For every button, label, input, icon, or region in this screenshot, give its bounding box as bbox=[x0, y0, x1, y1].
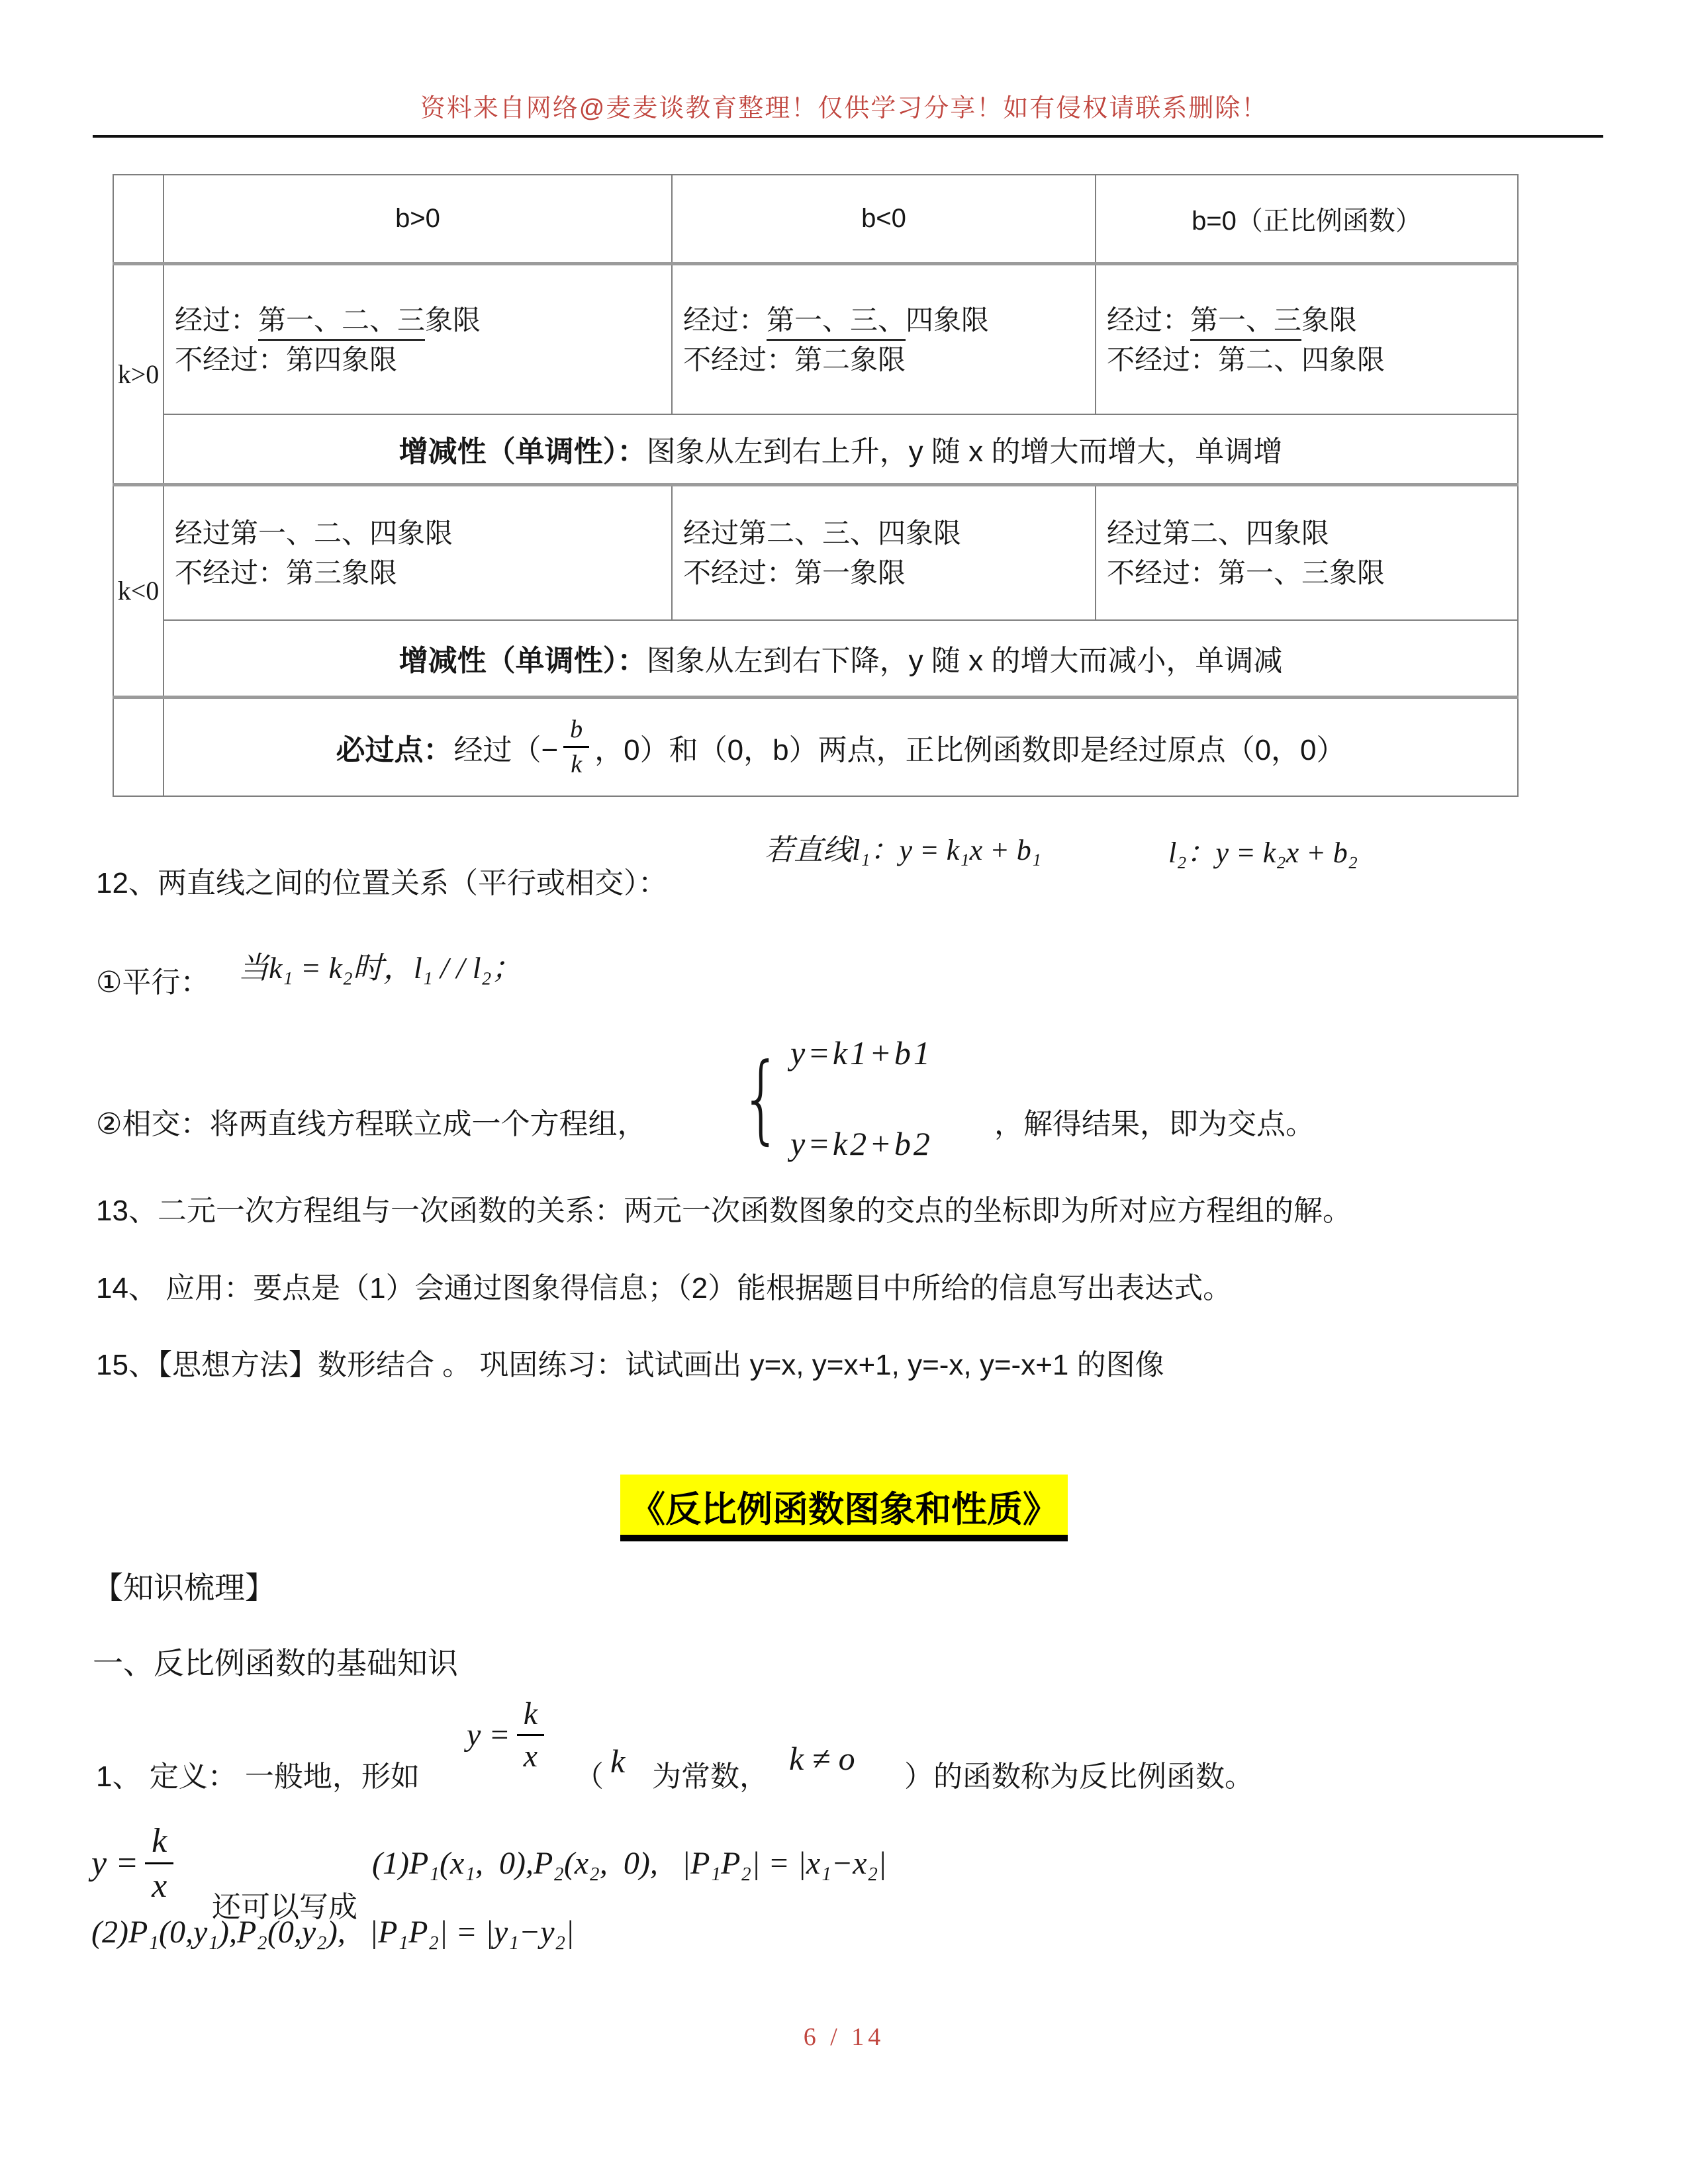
linear-function-properties-table bbox=[113, 174, 1519, 797]
pass-prefix: 经过： bbox=[683, 304, 767, 336]
fraction-lead: y = bbox=[467, 1717, 510, 1752]
fraction-numerator: k bbox=[145, 1821, 173, 1864]
linear-function-properties-table-wrap bbox=[113, 174, 1519, 797]
pass-rest: 象限 bbox=[1301, 304, 1358, 336]
pass-line bbox=[1107, 298, 1508, 338]
pass-line bbox=[683, 512, 1086, 551]
k-positive-monotonicity-row bbox=[113, 414, 1518, 484]
k-pos-b-pos-cell bbox=[164, 263, 672, 414]
not-pass-line: 不经过：第一象限 bbox=[683, 557, 906, 589]
parallel-formula: 当k₁ = k₂时，l₁ / / l₂； bbox=[238, 951, 522, 985]
fraction-denominator: k bbox=[571, 751, 583, 779]
k-negative-quadrant-row bbox=[113, 484, 1518, 620]
fraction-numerator: k bbox=[517, 1696, 544, 1736]
corner-cell bbox=[113, 175, 164, 263]
definition-close-text: ）的函数称为反比例函数。 bbox=[904, 1760, 1254, 1793]
row-label-empty bbox=[113, 697, 164, 796]
system-eq-2: y=k2+b2 bbox=[790, 1125, 933, 1162]
k-pos-b-neg-cell bbox=[672, 263, 1096, 414]
system-equations bbox=[790, 1011, 933, 1186]
definition-k: k bbox=[610, 1743, 626, 1780]
fraction-denominator: x bbox=[523, 1739, 538, 1774]
row-label-k-positive: k>0 bbox=[113, 263, 164, 484]
row-label-k-negative: k<0 bbox=[113, 484, 164, 697]
outline-heading: 【知识梳理】 bbox=[93, 1570, 275, 1605]
must-pass-row bbox=[113, 697, 1518, 796]
not-pass-line: 不经过：第二、四象限 bbox=[1107, 343, 1385, 375]
monotonicity-label: 增减性（单调性）： bbox=[399, 435, 647, 469]
y-equals-k-over-x bbox=[467, 1696, 544, 1774]
fraction-denominator: x bbox=[152, 1867, 167, 1905]
must-pass-cell bbox=[164, 697, 1518, 796]
pass-prefix: 经过第二、四象限 bbox=[1107, 518, 1330, 549]
pass-rest: 象限 bbox=[425, 304, 481, 336]
k-over-x-fraction bbox=[145, 1821, 173, 1905]
item-12-line2-formula: l₂：y = k₂x + b₂ bbox=[1168, 837, 1358, 869]
alt-line-1: (1)P₁(x₁, 0),P₂(x₂, 0), |P₁P₂| = |x₁−x₂| bbox=[372, 1846, 887, 1881]
k-negative-monotonicity-row bbox=[113, 620, 1518, 697]
item-15-text: 15、【思想方法】数形结合 。 巩固练习：试试画出 y=x, y=x+1, y=-x, y=-x+1 的图像 bbox=[96, 1349, 1164, 1381]
copyright-notice: 资料来自网络@麦麦谈教育整理！仅供学习分享！如有侵权请联系删除！ bbox=[420, 95, 1268, 122]
system-eq-1: y=k1+b1 bbox=[790, 1034, 933, 1071]
definition-prefix: 1、 定义： 一般地，形如 bbox=[96, 1760, 420, 1793]
not-pass-line: 不经过：第四象限 bbox=[175, 343, 398, 375]
item-13-text: 13、二元一次方程组与一次函数的关系：两元一次函数图象的交点的坐标即为所对应方程组的解。 bbox=[96, 1195, 1352, 1227]
pass-rest: 四象限 bbox=[906, 304, 990, 336]
col-header-b-zero: b=0（正比例函数） bbox=[1096, 175, 1518, 263]
pass-prefix: 经过第一、二、四象限 bbox=[175, 518, 453, 549]
b-over-k-fraction bbox=[563, 715, 589, 779]
intersect-after: ，解得结果，即为交点。 bbox=[994, 1108, 1315, 1140]
fraction-lead: y = bbox=[91, 1844, 139, 1882]
pass-line bbox=[175, 298, 662, 338]
pass-prefix: 经过： bbox=[1107, 304, 1191, 336]
table-header-row bbox=[113, 175, 1518, 263]
must-pass-after: ，0）和（0，b）两点，正比例函数即是经过原点（0，0） bbox=[594, 733, 1346, 766]
page-number: 6 / 14 bbox=[803, 2023, 885, 2051]
k-over-x-fraction bbox=[517, 1696, 544, 1774]
pass-line bbox=[175, 512, 662, 551]
pass-prefix: 经过： bbox=[175, 304, 259, 336]
not-pass-line: 不经过：第一、三象限 bbox=[1107, 557, 1385, 589]
k-neg-monotonicity-cell bbox=[164, 620, 1518, 697]
pass-line bbox=[683, 298, 1086, 338]
header-divider bbox=[93, 135, 1603, 138]
pass-underlined: 第一、三、 bbox=[767, 304, 906, 341]
k-neg-b-neg-cell bbox=[672, 484, 1096, 620]
pass-underlined: 第一、三 bbox=[1190, 304, 1301, 341]
k-positive-quadrant-row bbox=[113, 263, 1518, 414]
alt-text: 还可以写成 bbox=[212, 1891, 357, 1923]
item-12-text: 12、两直线之间的位置关系（平行或相交）： bbox=[96, 867, 667, 899]
fraction-numerator: b bbox=[563, 715, 589, 748]
k-neg-b-zero-cell bbox=[1096, 484, 1518, 620]
item-14-text: 14、 应用：要点是（1）会通过图象得信息；（2）能根据题目中所给的信息写出表达式。 bbox=[96, 1272, 1233, 1304]
must-pass-before: 经过（− bbox=[453, 733, 559, 766]
definition-open-paren: （ bbox=[575, 1760, 604, 1793]
col-header-b-negative: b<0 bbox=[672, 175, 1096, 263]
system-brace: { bbox=[740, 1042, 782, 1155]
section-title: 《反比例函数图象和性质》 bbox=[620, 1475, 1068, 1541]
pass-line bbox=[1107, 512, 1508, 551]
k-neg-b-pos-cell bbox=[164, 484, 672, 620]
definition-mid-text: 为常数， bbox=[652, 1760, 769, 1793]
section-title-wrap bbox=[0, 1475, 1688, 1541]
item-12-line1-formula: 若直线l₁：y = k₁x + b₁ bbox=[765, 834, 1042, 866]
definition-condition: k ≠ o bbox=[789, 1740, 855, 1777]
monotonicity-label: 增减性（单调性）： bbox=[399, 645, 647, 678]
intersect-label: ②相交：将两直线方程联立成一个方程组， bbox=[96, 1108, 647, 1140]
parallel-label: ①平行： bbox=[96, 966, 210, 999]
not-pass-line: 不经过：第三象限 bbox=[175, 557, 398, 589]
not-pass-line: 不经过：第二象限 bbox=[683, 343, 906, 375]
pass-underlined: 第一、二、三 bbox=[258, 304, 425, 341]
must-pass-label: 必过点： bbox=[336, 733, 453, 766]
col-header-b-positive: b>0 bbox=[164, 175, 672, 263]
k-pos-monotonicity-cell bbox=[164, 414, 1518, 484]
y-equals-k-over-x-alt bbox=[91, 1821, 173, 1905]
alt-line-2: (2)P₁(0,y₁),P₂(0,y₂), |P₁P₂| = |y₁−y₂| bbox=[91, 1915, 575, 1950]
subsection-1-heading: 一、反比例函数的基础知识 bbox=[93, 1646, 458, 1680]
monotonicity-text: 图象从左到右上升，y 随 x 的增大而增大，单调增 bbox=[646, 435, 1283, 469]
monotonicity-text: 图象从左到右下降，y 随 x 的增大而减小，单调减 bbox=[646, 645, 1283, 678]
equation-system bbox=[733, 1011, 933, 1186]
pass-prefix: 经过第二、三、四象限 bbox=[683, 518, 962, 549]
k-pos-b-zero-cell bbox=[1096, 263, 1518, 414]
